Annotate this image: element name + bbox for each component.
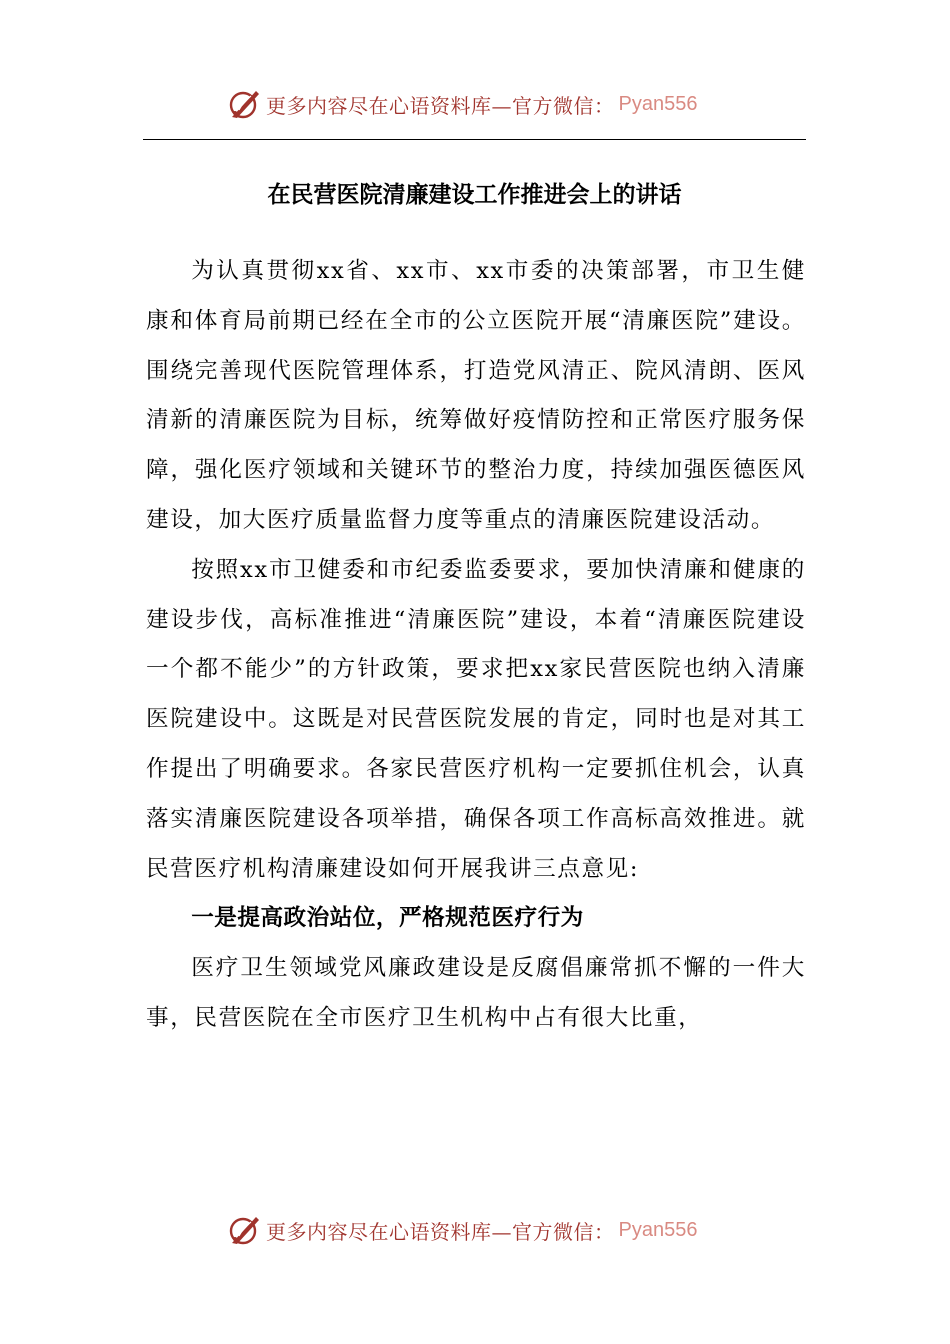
document-title: 在民营医院清廉建设工作推进会上的讲话 [267, 181, 682, 208]
footer-banner-text: 更多内容尽在心语资料库—官方微信： [266, 1219, 615, 1244]
header-wechat-id: Pyan556 [618, 92, 698, 115]
quill-logo-icon [226, 1212, 262, 1248]
paragraph-3: 医疗卫生领域党风廉政建设是反腐倡廉常抓不懈的一件大事，民营医院在全市医疗卫生机构中占有很大比重， [146, 955, 806, 1031]
header-divider [143, 139, 806, 140]
header-banner-text: 更多内容尽在心语资料库—官方微信： [266, 93, 615, 118]
header-banner[interactable] [226, 84, 746, 124]
footer-wechat-id: Pyan556 [618, 1218, 698, 1241]
paragraph-2: 按照xx市卫健委和市纪委监委要求，要加快清廉和健康的建设步伐，高标准推进“清廉医院”建设，本着“清廉医院建设一个都不能少”的方针政策，要求把xx家民营医院也纳入清廉医院建设中。这既是对民营医院发展的肯定，同时也是对其工作提出了明确要求。各家民营医疗机构一定要抓住机会，认真落实清廉医院建设各项举措，确保各项工作高标高效推进。就民营医疗机构清廉建设如何开展我讲三点意见: [146, 556, 806, 882]
section-heading: 一是提高政治站位，严格规范医疗行为 [191, 905, 584, 932]
footer-banner[interactable] [226, 1210, 746, 1250]
document-body [146, 247, 806, 1044]
paragraph-1: 为认真贯彻xx省、xx市、xx市委的决策部署，市卫生健康和体育局前期已经在全市的公立医院开展“清廉医院”建设。围绕完善现代医院管理体系，打造党风清正、院风清朗、医风清新的清廉医院为目标，统筹做好疫情防控和正常医疗服务保障，强化医疗领域和关键环节的整治力度，持续加强医德医风建设，加大医疗质量监督力度等重点的清廉医院建设活动。 [146, 258, 806, 533]
quill-logo-icon [226, 86, 262, 122]
